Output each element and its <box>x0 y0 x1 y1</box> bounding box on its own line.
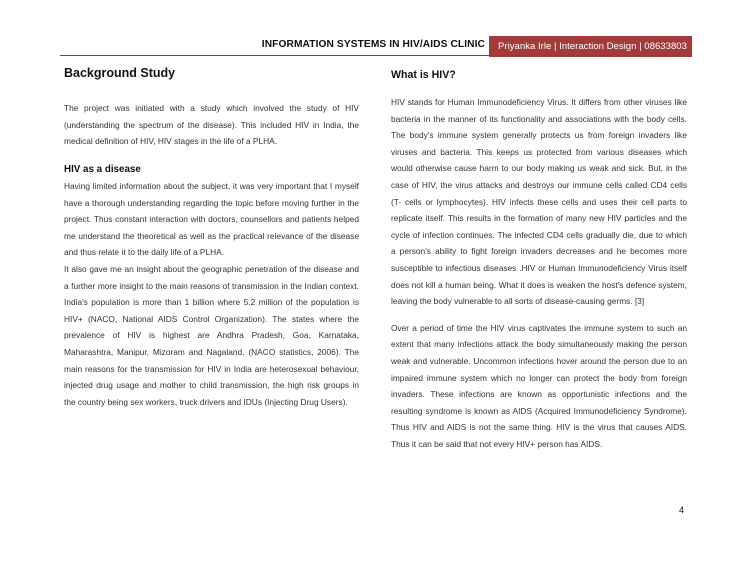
what-is-hiv-heading: What is HIV? <box>391 69 456 81</box>
aids-paragraph: Over a period of time the HIV virus captivates the immune system to such an extent that many infections attack the body simultaneously making the person weak and vulnerable. Uncommon infections hover around the person due to an impaired immune system which no longer can protect the body from foreign invaders. These infections are known as opportunistic infections and the resulting syndrome is known as AIDS (Acquired Immunodeficiency Syndrome). Thus HIV and AIDS is not the same thing. HIV is the virus that causes AIDS. Thus it can be said that not every HIV+ person has AIDS. <box>391 322 687 449</box>
right-column <box>391 66 687 452</box>
page-header <box>0 36 750 57</box>
hiv-disease-heading: HIV as a disease <box>64 164 141 175</box>
header-rule <box>60 55 692 56</box>
page-number: 4 <box>679 505 685 515</box>
document-title: INFORMATION SYSTEMS IN HIV/AIDS CLINIC <box>261 39 485 50</box>
disease-paragraph-2: It also gave me an insight about the geographic penetration of the disease and a further more insight to the main reasons of transmission in the Indian context. India's population is more than 1 billion where 5.2 million of the population is HIV+ (NACO, National AIDS Control Organization). The states where the prevalence of HIV is highest are Andhra Pradesh, Goa, Karnataka, Maharashtra, Manipur, Mizoram and Nagaland. (NACO statistics, 2006). The main reasons for the transmission for HIV in India are heterosexual behaviour, injected drug usage and mother to child transmission, the high risk groups in the country being sex workers, truck drivers and IDUs (Injecting Drug Users). <box>64 263 359 407</box>
hiv-definition-paragraph: HIV stands for Human Immunodeficiency Virus. It differs from other viruses like bacteria in the manner of its functionality and associations with the body cells. The body's immune system generally protects us from foreign invaders like viruses and bacteria. This keeps us protected from various diseases which would otherwise cause harm to our body making us weak and sick. But, in the case of HIV, the virus attacks and destroys our immune cells called CD4 cells (T- cells or lymphocytes). HIV infects these cells and uses their cell parts to replicate itself. This results in the formation of many new HIV particles and the cycle of infection continues. The infected CD4 cells gradually die, due to which a person's ability to fight foreign invaders decreases and he becomes more susceptible to infectious diseases .HIV or Human Immunodeficiency Virus itself does not kill a human being. What it does is weaken the host's defence system, leaving the body vulnerable to all sorts of disease-causing germs. [3] <box>391 97 687 307</box>
author-info-box: Priyanka Irle | Interaction Design | 08633803 <box>489 36 692 57</box>
intro-paragraph: The project was initiated with a study which involved the study of HIV (understanding the spectrum of the disease). This included HIV in India, the medical definition of HIV, HIV stages in the life of a PLHA. <box>64 103 359 147</box>
left-column-disease <box>64 162 359 410</box>
background-study-heading: Background Study <box>64 66 176 80</box>
left-column <box>64 100 359 150</box>
disease-paragraph-1: Having limited information about the subject, it was very important that I myself have a thorough understanding regarding the topic before moving further in the project. Thus constant interaction with doctors, counsellors and patients helped me understand the theoretical as well as the practical relevance of the disease and thus relate it to the daily life of a PLHA. <box>64 181 359 258</box>
